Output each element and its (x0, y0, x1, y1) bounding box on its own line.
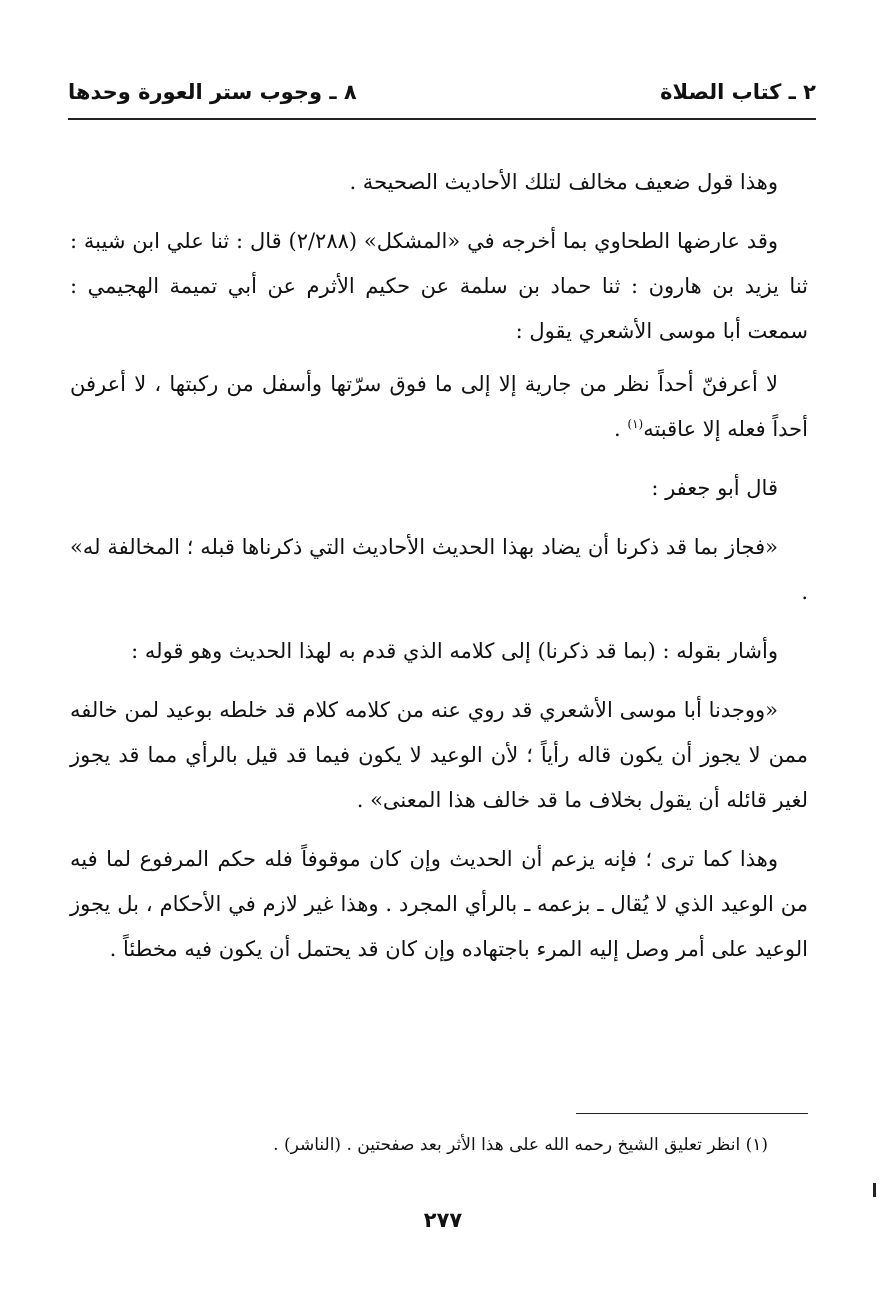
paragraph-8: وهذا كما ترى ؛ فإنه يزعم أن الحديث وإن كان موقوفاً فله حكم المرفوع لما فيه من الوعيد الذي لا يُقال ـ بزعمه ـ بالرأي المجرد . وهذا غير لازم في الأحكام ، بل يجوز الوعيد على أمر وصل إليه المرء باجتهاده وإن كان قد يحتمل أن يكون فيه مخطئاً . (70, 847, 808, 961)
running-header (68, 72, 816, 112)
paragraph-4: قال أبو جعفر : (651, 476, 778, 500)
header-chapter-title: ٢ ـ كتاب الصلاة (660, 80, 816, 104)
edge-mark (873, 1183, 876, 1197)
footnote-divider (576, 1113, 808, 1114)
quote-end: . (614, 417, 628, 441)
main-text (70, 160, 808, 986)
footnote-marker: (١) (627, 417, 644, 431)
header-divider (68, 118, 816, 120)
paragraph-5-quote: «فجاز بما قد ذكرنا أن يضاد بهذا الحديث الأحاديث التي ذكرناها قبله ؛ المخالفة له» . (70, 535, 808, 604)
header-section-title: ٨ ـ وجوب ستر العورة وحدها (68, 80, 357, 104)
paragraph-7-quote: «ووجدنا أبا موسى الأشعري قد روي عنه من كلامه كلام قد خلطه بوعيد لمن خالفه ممن لا يجوز أن يكون قاله رأياً ؛ لأن الوعيد لا يكون فيما قد قيل بالرأي مما قد يجوز لغير قائله أن يقول بخلاف ما قد خالف هذا المعنى» . (70, 698, 808, 812)
paragraph-1: وهذا قول ضعيف مخالف لتلك الأحاديث الصحيحة . (349, 170, 778, 194)
page-number: ٢٧٧ (423, 1208, 463, 1232)
footnote: (١) انظر تعليق الشيخ رحمه الله على هذا الأثر بعد صفحتين . (الناشر) . (273, 1135, 768, 1155)
paragraph-6: وأشار بقوله : (بما قد ذكرنا) إلى كلامه الذي قدم به لهذا الحديث وهو قوله : (131, 639, 778, 663)
paragraph-2: وقد عارضها الطحاوي بما أخرجه في «المشكل» (٢/٢٨٨) قال : ثنا علي ابن شيبة : ثنا يزيد بن هارون : ثنا حماد بن سلمة عن حكيم الأثرم عن أبي تميمة الهجيمي : سمعت أبا موسى الأشعري يقول : (70, 229, 808, 343)
paragraph-3-quote (70, 362, 808, 452)
quote-text: لا أعرفنّ أحداً نظر من جارية إلا إلى ما فوق سرّتها وأسفل من ركبتها ، لا أعرفن أحداً فعله إلا عاقبته (70, 372, 808, 441)
